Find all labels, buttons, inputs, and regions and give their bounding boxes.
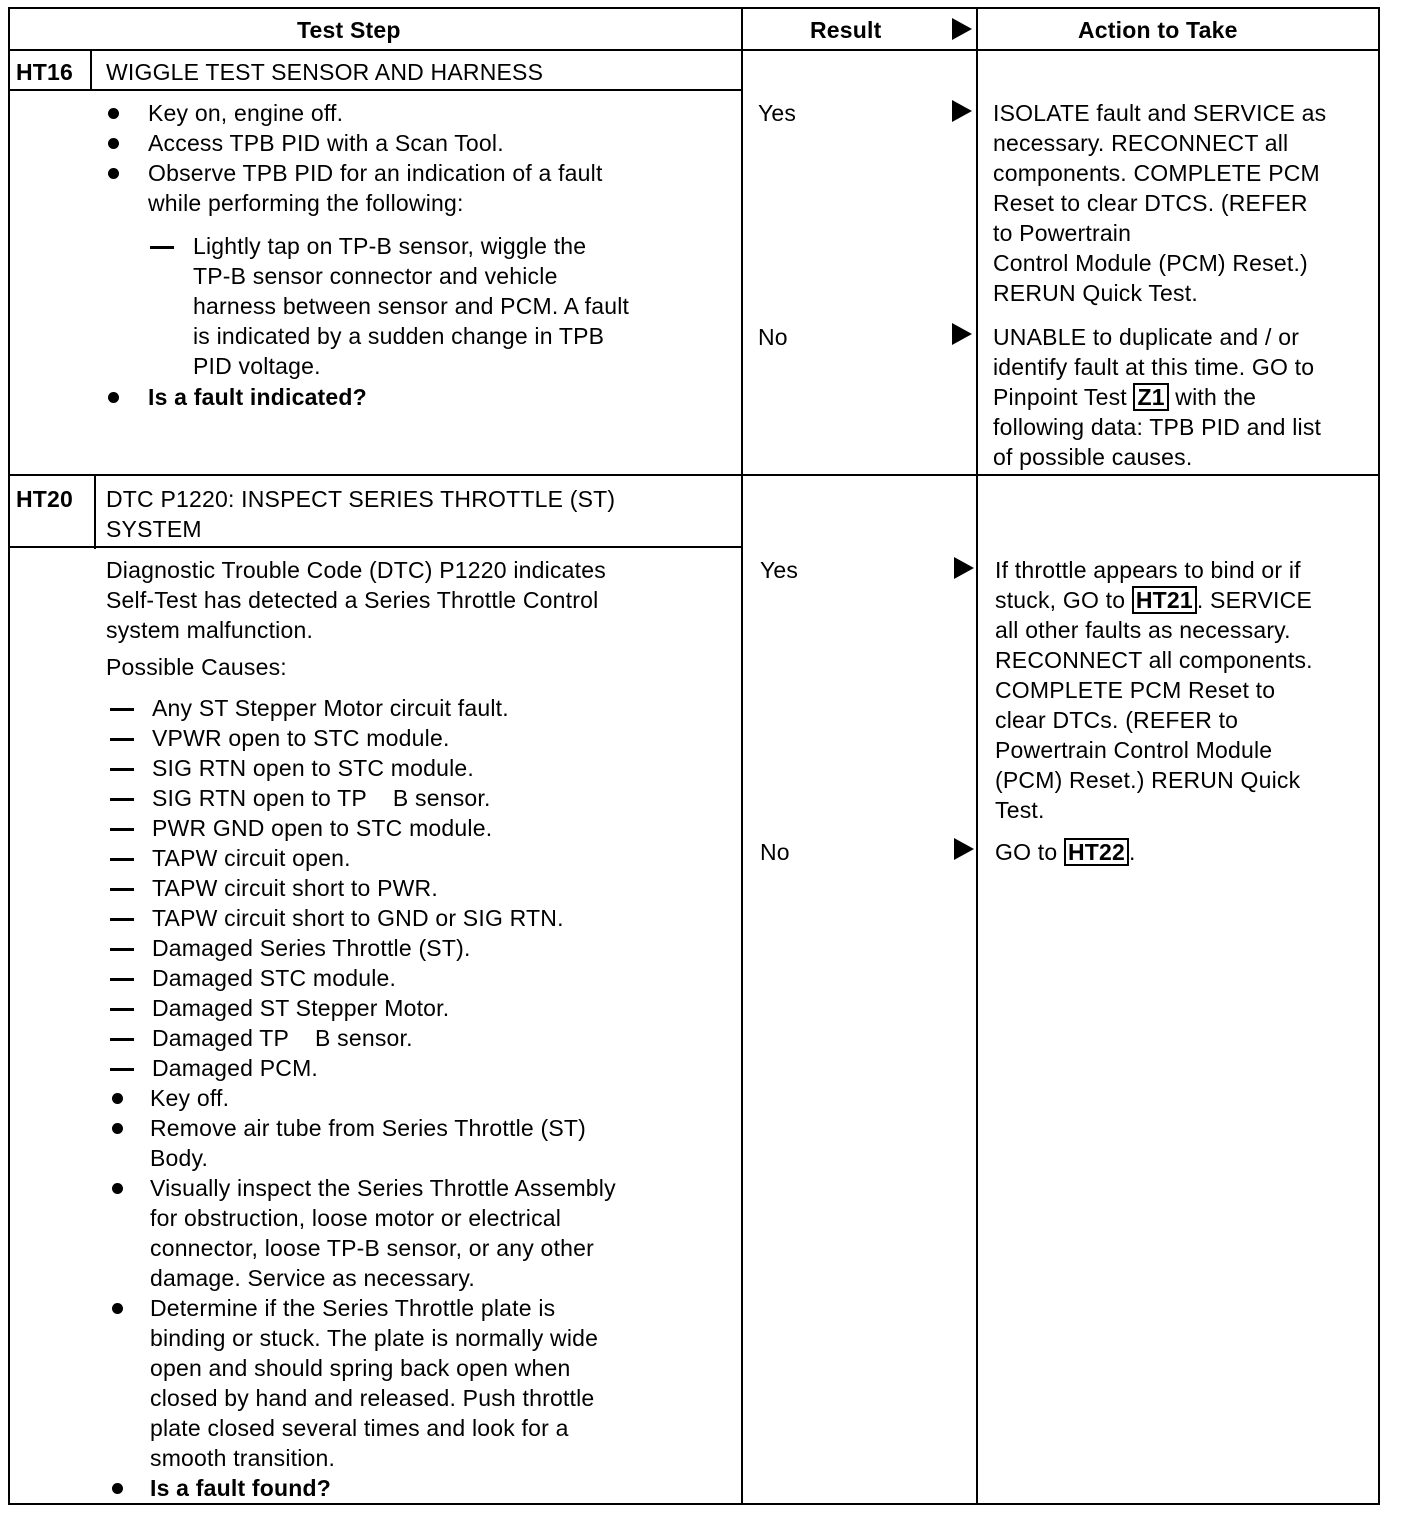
ht16-step-3: Observe TPB PID for an indication of a fault	[148, 160, 603, 186]
ht16-step-1: Key on, engine off.	[148, 100, 344, 126]
ht20-no-action-text: GO to	[995, 839, 1064, 865]
cause-12: Damaged TP B sensor.	[152, 1025, 413, 1051]
ht16-step-2: Access TPB PID with a Scan Tool.	[148, 130, 504, 156]
ht16-sub-5: PID voltage.	[193, 353, 321, 379]
cause-4: SIG RTN open to TP B sensor.	[152, 785, 491, 811]
divider-id-ht20	[94, 476, 96, 549]
bullet-icon	[112, 1093, 123, 1104]
cause-9: Damaged Series Throttle (ST).	[152, 935, 471, 961]
cause-11: Damaged ST Stepper Motor.	[152, 995, 450, 1021]
ht20-intro-1: Diagnostic Trouble Code (DTC) P1220 indicates	[106, 557, 606, 583]
ht16-title-rule	[10, 89, 741, 91]
ht20-no: No	[760, 839, 790, 865]
ht20-yes-action-2	[995, 585, 1312, 615]
ht20-id: HT20	[16, 486, 74, 512]
ht20-yes-action-2-tail: . SERVICE	[1196, 587, 1312, 613]
ht20-yes-action-4: RECONNECT all components.	[995, 647, 1313, 673]
header-arrow-icon	[952, 18, 972, 40]
ht16-yes-action-4: Reset to clear DTCS. (REFER	[993, 190, 1308, 216]
ht16-title: WIGGLE TEST SENSOR AND HARNESS	[106, 59, 544, 85]
dash-icon	[110, 708, 134, 711]
arrow-icon	[952, 100, 972, 122]
cause-13: Damaged PCM.	[152, 1055, 319, 1081]
ht16-yes-action-7: RERUN Quick Test.	[993, 280, 1198, 306]
ht20-yes-action-5: COMPLETE PCM Reset to	[995, 677, 1276, 703]
ht16-sub-2: TP-B sensor connector and vehicle	[193, 263, 558, 289]
cause-5: PWR GND open to STC module.	[152, 815, 493, 841]
ht16-yes-action-6: Control Module (PCM) Reset.)	[993, 250, 1308, 276]
ht20-title-2: SYSTEM	[106, 516, 202, 542]
ht22-link[interactable]: HT22	[1064, 838, 1129, 866]
ht20-possible-causes-label: Possible Causes:	[106, 654, 287, 680]
divider-result-action	[976, 9, 978, 1503]
bullet-icon	[112, 1303, 123, 1314]
bullet-icon	[108, 392, 119, 403]
ht20-step-determine-6: smooth transition.	[150, 1445, 336, 1471]
bullet-icon	[108, 138, 119, 149]
cause-7: TAPW circuit short to PWR.	[152, 875, 438, 901]
dash-icon	[110, 918, 134, 921]
ht16-sub-4: is indicated by a sudden change in TPB	[193, 323, 605, 349]
ht20-step-inspect-1: Visually inspect the Series Throttle Assembly	[150, 1175, 616, 1201]
arrow-icon	[954, 557, 974, 579]
cause-2: VPWR open to STC module.	[152, 725, 450, 751]
ht16-yes-action-3: components. COMPLETE PCM	[993, 160, 1320, 186]
ht16-yes-action-1: ISOLATE fault and SERVICE as	[993, 100, 1327, 126]
ht20-step-key-off: Key off.	[150, 1085, 230, 1111]
ht20-step-remove-2: Body.	[150, 1145, 209, 1171]
dash-icon	[110, 978, 134, 981]
ht16-sub-3: harness between sensor and PCM. A fault	[193, 293, 630, 319]
header-action: Action to Take	[1078, 17, 1238, 43]
ht20-intro-3: system malfunction.	[106, 617, 314, 643]
ht20-step-determine-4: closed by hand and released. Push throttle	[150, 1385, 595, 1411]
ht20-step-determine-5: plate closed several times and look for a	[150, 1415, 569, 1441]
ht16-no-action-1: UNABLE to duplicate and / or	[993, 324, 1300, 350]
ht16-step-3-cont: while performing the following:	[148, 190, 464, 216]
ht20-step-determine-1: Determine if the Series Throttle plate is	[150, 1295, 556, 1321]
divider-id-ht16	[90, 51, 92, 91]
dash-icon	[110, 768, 134, 771]
ht20-no-action	[995, 837, 1136, 867]
bullet-icon	[108, 108, 119, 119]
ht20-yes-action-2-text: stuck, GO to	[995, 587, 1132, 613]
row-divider	[10, 474, 1378, 476]
dash-icon	[110, 888, 134, 891]
ht20-title-1: DTC P1220: INSPECT SERIES THROTTLE (ST)	[106, 486, 616, 512]
ht16-yes-action-5: to Powertrain	[993, 220, 1132, 246]
ht20-title-rule	[10, 546, 743, 548]
ht16-id: HT16	[16, 59, 74, 85]
ht20-step-determine-2: binding or stuck. The plate is normally wide	[150, 1325, 599, 1351]
ht20-yes-action-7: Powertrain Control Module	[995, 737, 1273, 763]
pinpoint-test-z1-link[interactable]: Z1	[1133, 383, 1168, 411]
ht20-yes-action-3: all other faults as necessary.	[995, 617, 1291, 643]
ht16-no-action-3-text: Pinpoint Test	[993, 384, 1134, 410]
dash-icon	[110, 798, 134, 801]
ht20-yes-action-8: (PCM) Reset.) RERUN Quick	[995, 767, 1301, 793]
cause-3: SIG RTN open to STC module.	[152, 755, 474, 781]
ht20-step-determine-3: open and should spring back open when	[150, 1355, 571, 1381]
ht20-step-inspect-2: for obstruction, loose motor or electrical	[150, 1205, 562, 1231]
arrow-icon	[952, 323, 972, 345]
bullet-icon	[112, 1183, 123, 1194]
cause-8: TAPW circuit short to GND or SIG RTN.	[152, 905, 564, 931]
ht20-step-inspect-4: damage. Service as necessary.	[150, 1265, 475, 1291]
cause-6: TAPW circuit open.	[152, 845, 351, 871]
ht16-no-action-3	[993, 382, 1256, 412]
dash-icon	[110, 828, 134, 831]
bullet-icon	[112, 1483, 123, 1494]
ht16-no: No	[758, 324, 788, 350]
header-result: Result	[810, 17, 882, 43]
dash-icon	[110, 858, 134, 861]
ht16-no-action-5: of possible causes.	[993, 444, 1193, 470]
header-rule	[10, 49, 1378, 51]
ht20-yes-action-1: If throttle appears to bind or if	[995, 557, 1301, 583]
ht20-step-inspect-3: connector, loose TP-B sensor, or any other	[150, 1235, 594, 1261]
dash-icon	[150, 246, 174, 249]
ht16-no-action-3-tail: with the	[1168, 384, 1257, 410]
ht20-yes: Yes	[760, 557, 799, 583]
dash-icon	[110, 738, 134, 741]
ht20-intro-2: Self-Test has detected a Series Throttle Control	[106, 587, 599, 613]
ht16-sub-1: Lightly tap on TP-B sensor, wiggle the	[193, 233, 587, 259]
dash-icon	[110, 1068, 134, 1071]
bullet-icon	[112, 1123, 123, 1134]
ht20-yes-action-6: clear DTCs. (REFER to	[995, 707, 1239, 733]
divider-test-result	[741, 9, 743, 1503]
ht21-link[interactable]: HT21	[1132, 586, 1197, 614]
ht16-yes: Yes	[758, 100, 797, 126]
ht20-question: Is a fault found?	[150, 1475, 331, 1501]
dash-icon	[110, 1038, 134, 1041]
ht16-question: Is a fault indicated?	[148, 384, 367, 410]
arrow-icon	[954, 838, 974, 860]
ht20-yes-action-9: Test.	[995, 797, 1045, 823]
ht16-no-action-4: following data: TPB PID and list	[993, 414, 1322, 440]
ht20-step-remove-1: Remove air tube from Series Throttle (ST)	[150, 1115, 586, 1141]
dash-icon	[110, 1008, 134, 1011]
ht16-no-action-2: identify fault at this time. GO to	[993, 354, 1315, 380]
dash-icon	[110, 948, 134, 951]
ht20-no-action-tail: .	[1129, 839, 1136, 865]
header-test-step: Test Step	[297, 17, 401, 43]
ht16-yes-action-2: necessary. RECONNECT all	[993, 130, 1289, 156]
cause-10: Damaged STC module.	[152, 965, 397, 991]
diagnostic-table	[8, 7, 1380, 1505]
cause-1: Any ST Stepper Motor circuit fault.	[152, 695, 509, 721]
bullet-icon	[108, 168, 119, 179]
